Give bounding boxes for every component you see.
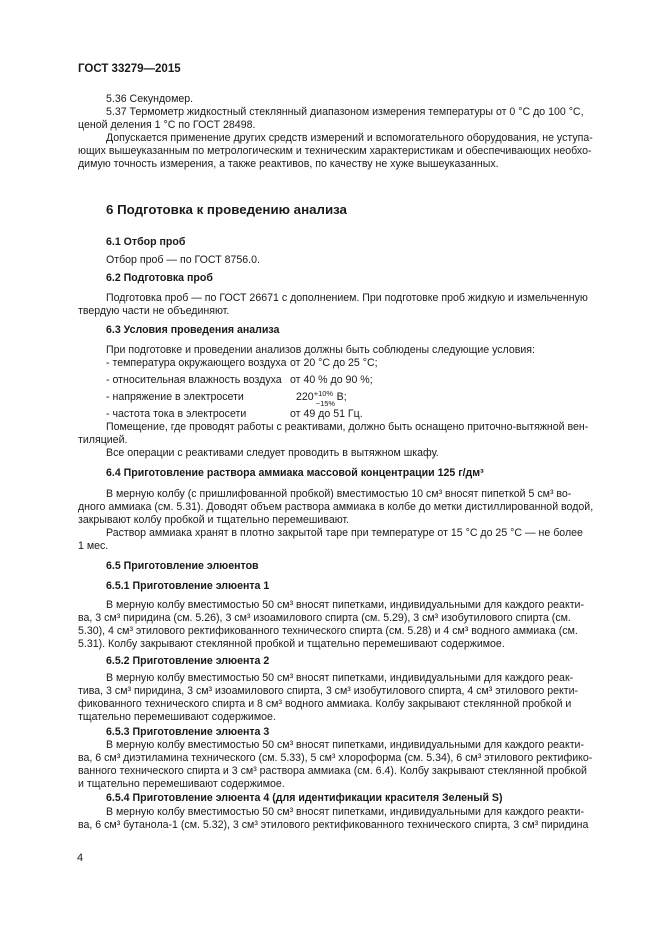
text-line: дного аммиака (см. 5.31). Доводят объем раствора аммиака в колбе до метки дистиллированной водой, [78, 501, 594, 513]
text-line: 5.31). Колбу закрывают стеклянной пробкой и тщательно перемешивают содержимое. [78, 638, 505, 650]
text-line: ва, 6 см³ бутанола-1 (см. 5.32), 3 см³ этилового ректификованного технического спирта, 3 см³ пиридина [78, 819, 589, 831]
text-line: от 49 до 51 Гц. [290, 408, 363, 420]
text-line: Подготовка проб — по ГОСТ 26671 с дополнением. При подготовке проб жидкую и измельченную [106, 292, 588, 304]
subsection-heading: 6.5 Приготовление элюентов [106, 560, 259, 572]
voltage-base: 220 [296, 391, 314, 403]
subsection-heading: 6.4 Приготовление раствора аммиака массовой концентрации 125 г/дм³ [106, 467, 484, 479]
subsection-heading: 6.5.4 Приготовление элюента 4 (для идентификации красителя Зеленый S) [106, 792, 503, 804]
text-line: ющих вышеуказанным по метрологическим и техническим характеристикам и обеспечивающих необхо- [78, 145, 592, 157]
text-line: от 20 °C до 25 °C; [290, 357, 378, 369]
voltage-minus: −15% [315, 399, 336, 408]
text-line: и тщательно перемешивают содержимое. [78, 778, 285, 790]
text-line: Допускается применение других средств измерений и вспомогательного оборудования, не уступа- [106, 132, 593, 144]
text-line: закрывают колбу пробкой и тщательно перемешивают. [78, 514, 350, 526]
section-title: 6 Подготовка к проведению анализа [106, 202, 347, 217]
text-line: Отбор проб — по ГОСТ 8756.0. [106, 254, 260, 266]
subsection-heading: 6.5.2 Приготовление элюента 2 [106, 655, 270, 667]
text-line: В мерную колбу вместимостью 50 см³ вносят пипетками, индивидуальными для каждого реакти- [106, 739, 584, 751]
document-header: ГОСТ 33279—2015 [78, 63, 181, 75]
text-line: В мерную колбу вместимостью 50 см³ вносят пипетками, индивидуальными для каждого реак- [106, 672, 574, 684]
text-line: В мерную колбу вместимостью 50 см³ вносят пипетками, индивидуальными для каждого реакти- [106, 599, 584, 611]
text-line: - частота тока в электросети [106, 408, 247, 420]
voltage-tolerance [313, 389, 336, 408]
subsection-heading: 6.5.3 Приготовление элюента 3 [106, 726, 270, 738]
text-line: ванного технического спирта и 3 см³ раствора аммиака (см. 6.4). Колбу закрывают стеклянной пробкой [78, 765, 587, 777]
text-line: - относительная влажность воздуха [106, 374, 282, 386]
text-line: ценой деления 1 °C по ГОСТ 28498. [78, 119, 256, 131]
text-line: В мерную колбу вместимостью 50 см³ вносят пипетками, индивидуальными для каждого реакти- [106, 806, 584, 818]
subsection-heading: 6.5.1 Приготовление элюента 1 [106, 580, 270, 592]
text-line: - напряжение в электросети [106, 391, 244, 403]
text-line: Помещение, где проводят работы с реактивами, должно быть оснащено приточно-вытяжной вен- [106, 421, 589, 433]
text-line: 5.37 Термометр жидкостный стеклянный диапазоном измерения температуры от 0 °C до 100 °C, [106, 106, 584, 118]
subsection-heading: 6.1 Отбор проб [106, 236, 186, 248]
subsection-heading: 6.2 Подготовка проб [106, 272, 213, 284]
subsection-heading: 6.3 Условия проведения анализа [106, 324, 280, 336]
text-line: тива, 3 см³ пиридина, 3 см³ изоамилового спирта, 3 см³ изобутилового спирта, 4 см³ этилового ректи- [78, 685, 579, 697]
text-line: Раствор аммиака хранят в плотно закрытой таре при температуре от 15 °C до 25 °C — не более [106, 527, 583, 539]
text-line: - температура окружающего воздуха [106, 357, 287, 369]
voltage-value [296, 389, 347, 408]
text-line: тиляцией. [78, 434, 128, 446]
text-line: твердую части не объединяют. [78, 305, 230, 317]
text-line: тщательно перемешивают содержимое. [78, 711, 276, 723]
text-line: Все операции с реактивами следует проводить в вытяжном шкафу. [106, 447, 439, 459]
text-line: При подготовке и проведении анализов должны быть соблюдены следующие условия: [106, 344, 535, 356]
text-line: 5.36 Секундомер. [106, 93, 194, 105]
text-line: 5.30), 4 см³ этилового ректификованного технического спирта (см. 5.28) и 4 см³ водного аммиака (см. [78, 625, 578, 637]
text-line: В мерную колбу (с пришлифованной пробкой) вместимостью 10 см³ вносят пипеткой 5 см³ во- [106, 488, 572, 500]
text-line: фикованного технического спирта и 8 см³ водного аммиака. Колбу закрывают стеклянной пробкой и [78, 698, 572, 710]
text-line: ва, 6 см³ диэтиламина технического (см. 5.33), 5 см³ хлороформа (см. 5.34), 6 см³ этилового ректифико- [78, 752, 593, 764]
page-number: 4 [77, 852, 84, 864]
text-line: от 40 % до 90 %; [290, 374, 373, 386]
text-line: ва, 3 см³ пиридина (см. 5.26), 3 см³ изоамилового спирта (см. 5.29), 3 см³ изобутилового спирта (см. [78, 612, 571, 624]
voltage-unit: В; [336, 391, 347, 403]
text-line: 1 мес. [78, 540, 109, 552]
voltage-plus: +10% [313, 389, 334, 398]
text-line: димую точность измерения, а также реактивов, по качеству не хуже вышеуказанных. [78, 158, 499, 170]
